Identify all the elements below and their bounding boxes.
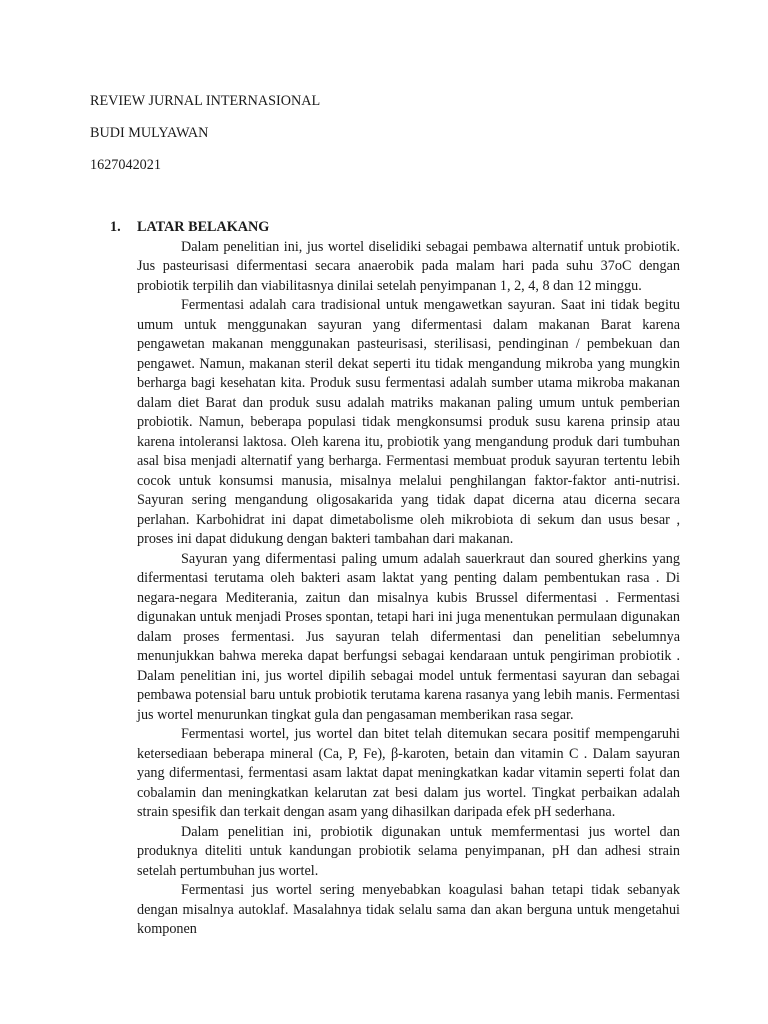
paragraph-6: Fermentasi jus wortel sering menyebabkan koagulasi bahan tetapi tidak sebanyak dengan misalnya autoklaf. Masalahnya tidak selalu sama dan akan berguna untuk mengetahui komponen bbox=[137, 882, 680, 937]
paragraph-5: Dalam penelitian ini, probiotik digunakan untuk memfermentasi jus wortel dan produknya diteliti untuk kandungan probiotik selama penyimpanan, pH dan adhesi strain setelah pertumbuhan jus wortel. bbox=[137, 823, 680, 879]
student-id: 1627042021 bbox=[90, 157, 161, 173]
section-latar-belakang bbox=[110, 218, 680, 940]
section-heading-text: LATAR BELAKANG bbox=[137, 219, 270, 235]
document-title: REVIEW JURNAL INTERNASIONAL bbox=[90, 93, 321, 109]
paragraph-4: Fermentasi wortel, jus wortel dan bitet telah ditemukan secara positif mempengaruhi ketersediaan beberapa mineral (Ca, P, Fe), β-karoten, betain dan vitamin C . Dalam sayuran yang difermentasi, fermentasi asam laktat dapat meningkatkan kadar vitamin seperti folat dan cobalamin dan meningkatkan kelarutan zat besi dalam jus wortel. Tingkat perbaikan adalah strain spesifik dan terkait dengan asam yang dihasilkan daripada efek pH sederhana. bbox=[137, 726, 680, 820]
paragraph-2: Fermentasi adalah cara tradisional untuk mengawetkan sayuran. Saat ini tidak begitu umum untuk menggunakan sayuran yang difermentasi dalam makanan Barat karena pengawetan makanan menggunakan pasteurisasi, sterilisasi, pendinginan / pembekuan dan pengawet. Namun, makanan steril dekat seperti itu tidak mengandung mikroba yang mungkin berharga bagi kesehatan kita. Produk susu fermentasi adalah sumber utama mikroba makanan dalam diet Barat dan produk susu adalah matriks makanan paling umum untuk pemberian probiotik. Namun, beberapa populasi tidak mengkonsumsi produk susu karena prinsip atau karena intoleransi laktosa. Oleh karena itu, probiotik yang mengandung produk dari tumbuhan asal bisa menjadi alternatif yang berharga. Fermentasi membuat produk sayuran tertentu lebih cocok untuk konsumsi manusia, misalnya melalui penghilangan faktor-faktor anti-nutrisi. Sayuran sering mengandung oligosakarida yang tidak dapat dicerna atau dicerna secara perlahan. Karbohidrat ini dapat dimetabolisme oleh mikrobiota di sekum dan usus besar , proses ini dapat didukung dengan bakteri tambahan dari makanan. bbox=[137, 297, 680, 547]
section-number: 1. bbox=[110, 219, 121, 235]
paragraph-3: Sayuran yang difermentasi paling umum adalah sauerkraut dan soured gherkins yang difermentasi terutama oleh bakteri asam laktat yang penting dalam pembentukan rasa . Di negara-negara Mediterania, zaitun dan misalnya kubis Brussel difermentasi . Fermentasi digunakan untuk menjadi Proses spontan, tetapi hari ini juga menentukan permulaan digunakan dalam proses fermentasi. Jus sayuran telah difermentasi dan penelitian sebelumnya menunjukkan bahwa mereka dapat berfungsi sebagai kendaraan untuk pengiriman probiotik . Dalam penelitian ini, jus wortel dipilih sebagai model untuk fermentasi sayuran dan sebagai pembawa potensial baru untuk probiotik terutama karena rasanya yang lebih manis. Fermentasi jus wortel menurunkan tingkat gula dan pengasaman memberikan rasa segar. bbox=[137, 550, 680, 723]
author-name: BUDI MULYAWAN bbox=[90, 125, 209, 141]
section-heading bbox=[110, 218, 680, 238]
paragraph-1: Dalam penelitian ini, jus wortel diselidiki sebagai pembawa alternatif untuk probiotik. Jus pasteurisasi difermentasi secara anaerobik pada malam hari pada suhu 37oC dengan probiotik terpilih dan viabilitasnya dinilai setelah penyimpanan 1, 2, 4, 8 dan 12 minggu. bbox=[137, 238, 680, 294]
